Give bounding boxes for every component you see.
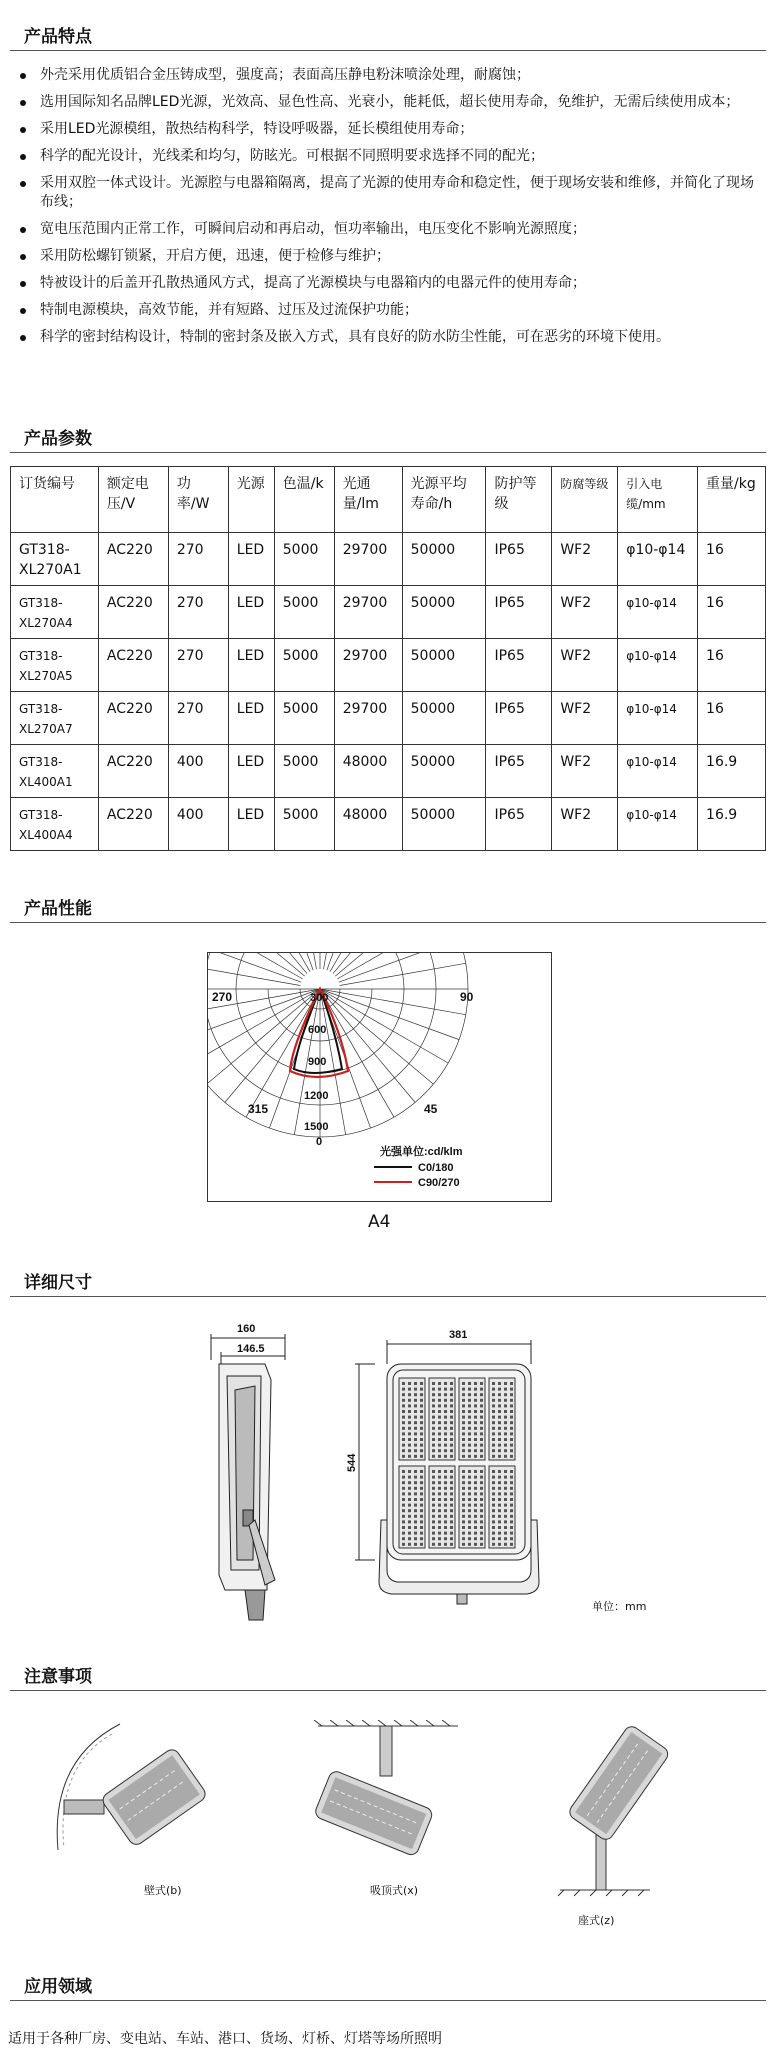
cell-anticorrosion: WF2 [552,586,618,639]
performance-rule [10,922,766,923]
cell-voltage: AC220 [98,798,168,851]
cell-protection: IP65 [486,533,552,586]
cell-lifetime: 50000 [402,586,486,639]
feature-item: 宽电压范围内正常工作，可瞬间启动和再启动，恒功率输出，电压变化不影响光源照度； [12,220,764,239]
mount-ceiling [298,1720,468,1880]
side-width-inner: 146.5 [237,1343,265,1355]
cell-flux: 48000 [334,745,402,798]
ring-label-300: 300 [310,992,329,1004]
cell-weight: 16 [698,639,766,692]
cell-weight: 16.9 [698,745,766,798]
diagram-caption: A4 [368,1212,391,1232]
feature-item: 采用防松螺钉锁紧，开启方便，迅速，便于检修与维护； [12,247,764,266]
legend-c90-label: C90/270 [418,1177,460,1189]
cell-voltage: AC220 [98,586,168,639]
cell-protection: IP65 [486,586,552,639]
col-header-voltage: 额定电压/V [98,467,168,533]
angle-label-90: 90 [460,990,474,1004]
col-header-weight: 重量/kg [698,467,766,533]
cell-power: 400 [168,745,228,798]
cell-protection: IP65 [486,692,552,745]
cell-color-temp: 5000 [274,586,334,639]
cell-cable: φ10-φ14 [618,692,698,745]
table-row [11,745,766,798]
cell-power: 270 [168,533,228,586]
side-view [211,1334,285,1620]
table-row [11,692,766,745]
cell-order-no: GT318-XL400A4 [11,798,99,851]
col-header-anticorrosion: 防腐等级 [552,467,618,533]
cell-protection: IP65 [486,798,552,851]
angle-label-315: 315 [248,1102,269,1116]
col-header-flux: 光通量/lm [334,467,402,533]
cell-weight: 16 [698,533,766,586]
cell-lifetime: 50000 [402,639,486,692]
cell-flux: 29700 [334,586,402,639]
dimension-drawing [205,1320,635,1630]
feature-item: 特制电源模块，高效节能，并有短路、过压及过流保护功能； [12,301,764,320]
ring-label-600: 600 [308,1024,327,1036]
cell-order-no: GT318-XL400A1 [11,745,99,798]
cell-anticorrosion: WF2 [552,533,618,586]
side-width-outer: 160 [237,1323,256,1335]
col-header-order-no: 订货编号 [11,467,99,533]
col-header-color-temp: 色温/k [274,467,334,533]
dimensions-title: 详细尺寸 [24,1273,92,1293]
application-text: 适用于各种厂房、变电站、车站、港口、货场、灯桥、灯塔等场所照明 [8,2031,442,2047]
cell-order-no: GT318-XL270A5 [11,639,99,692]
cell-source: LED [228,745,274,798]
ring-label-900: 900 [308,1056,327,1068]
mount-ceiling-label: 吸顶式(x) [370,1884,419,1897]
angle-label-45: 45 [424,1102,438,1116]
performance-title: 产品性能 [24,899,92,919]
cell-cable: φ10-φ14 [618,533,698,586]
cell-flux: 29700 [334,639,402,692]
application-title: 应用领域 [24,1977,92,1997]
front-height-label: 544 [346,1453,358,1472]
notes-title: 注意事项 [24,1667,92,1687]
notes-rule [10,1690,766,1691]
cell-cable: φ10-φ14 [618,639,698,692]
col-header-protection: 防护等级 [486,467,552,533]
light-distribution-diagram [207,952,552,1202]
features-title: 产品特点 [24,27,92,47]
params-title: 产品参数 [24,429,92,449]
ring-label-1500: 1500 [304,1121,329,1133]
cell-anticorrosion: WF2 [552,692,618,745]
cell-power: 400 [168,798,228,851]
unit-note: 单位：mm [592,1600,647,1613]
mount-base [540,1720,710,1900]
cell-power: 270 [168,692,228,745]
cell-cable: φ10-φ14 [618,586,698,639]
cell-voltage: AC220 [98,639,168,692]
dimensions-rule [10,1296,766,1297]
table-row [11,798,766,851]
cell-flux: 29700 [334,533,402,586]
cell-order-no: GT318-XL270A4 [11,586,99,639]
cell-protection: IP65 [486,639,552,692]
cell-order-no: GT318-XL270A7 [11,692,99,745]
cell-power: 270 [168,586,228,639]
table-header-row [11,467,766,533]
feature-item: 选用国际知名品牌LED光源，光效高、显色性高、光衰小，能耗低，超长使用寿命，免维护，无需后续使用成本； [12,93,764,112]
cell-anticorrosion: WF2 [552,639,618,692]
features-list [12,66,764,355]
cell-power: 270 [168,639,228,692]
cell-cable: φ10-φ14 [618,798,698,851]
col-header-cable: 引入电缆/mm [618,467,698,533]
front-width-label: 381 [449,1329,468,1341]
cell-source: LED [228,692,274,745]
cell-lifetime: 50000 [402,745,486,798]
cell-color-temp: 5000 [274,533,334,586]
cell-voltage: AC220 [98,692,168,745]
cell-weight: 16 [698,586,766,639]
cell-color-temp: 5000 [274,692,334,745]
ring-label-0: 0 [316,1136,323,1148]
mount-wall [50,1720,220,1880]
cell-color-temp: 5000 [274,745,334,798]
cell-lifetime: 50000 [402,533,486,586]
cell-weight: 16.9 [698,798,766,851]
feature-item: 科学的配光设计，光线柔和均匀，防眩光。可根据不同照明要求选择不同的配光； [12,147,764,166]
cell-voltage: AC220 [98,533,168,586]
cell-flux: 29700 [334,692,402,745]
cell-flux: 48000 [334,798,402,851]
cell-protection: IP65 [486,745,552,798]
cell-lifetime: 50000 [402,798,486,851]
cell-cable: φ10-φ14 [618,745,698,798]
mount-wall-label: 壁式(b) [144,1884,182,1897]
cell-lifetime: 50000 [402,692,486,745]
application-rule [10,2000,766,2001]
col-header-source: 光源 [228,467,274,533]
mount-base-label: 座式(z) [578,1914,615,1927]
cell-anticorrosion: WF2 [552,745,618,798]
cell-anticorrosion: WF2 [552,798,618,851]
feature-item: 特被设计的后盖开孔散热通风方式，提高了光源模块与电器箱内的电器元件的使用寿命； [12,274,764,293]
ring-label-1200: 1200 [304,1090,329,1102]
cell-source: LED [228,533,274,586]
col-header-power: 功率/W [168,467,228,533]
cell-source: LED [228,798,274,851]
params-table [10,466,766,851]
col-header-lifetime: 光源平均寿命/h [402,467,486,533]
feature-item: 采用双腔一体式设计。光源腔与电器箱隔离，提高了光源的使用寿命和稳定性，便于现场安装和维修，并简化了现场布线； [12,174,764,212]
legend-c0-label: C0/180 [418,1162,454,1174]
cell-source: LED [228,586,274,639]
cell-weight: 16 [698,692,766,745]
table-row [11,533,766,586]
feature-item: 采用LED光源模组，散热结构科学，特设呼吸器，延长模组使用寿命； [12,120,764,139]
cell-order-no: GT318-XL270A1 [11,533,99,586]
feature-item: 科学的密封结构设计，特制的密封条及嵌入方式，具有良好的防水防尘性能，可在恶劣的环境下使用。 [12,328,764,347]
feature-item: 外壳采用优质铝合金压铸成型，强度高；表面高压静电粉沫喷涂处理，耐腐蚀； [12,66,764,85]
cell-color-temp: 5000 [274,798,334,851]
legend-title: 光强单位:cd/klm [380,1146,463,1158]
cell-voltage: AC220 [98,745,168,798]
polar-plot [208,953,551,1201]
table-row [11,586,766,639]
params-rule [10,452,766,453]
cell-source: LED [228,639,274,692]
features-rule [10,50,766,51]
cell-color-temp: 5000 [274,639,334,692]
angle-label-270: 270 [212,990,233,1004]
table-row [11,639,766,692]
